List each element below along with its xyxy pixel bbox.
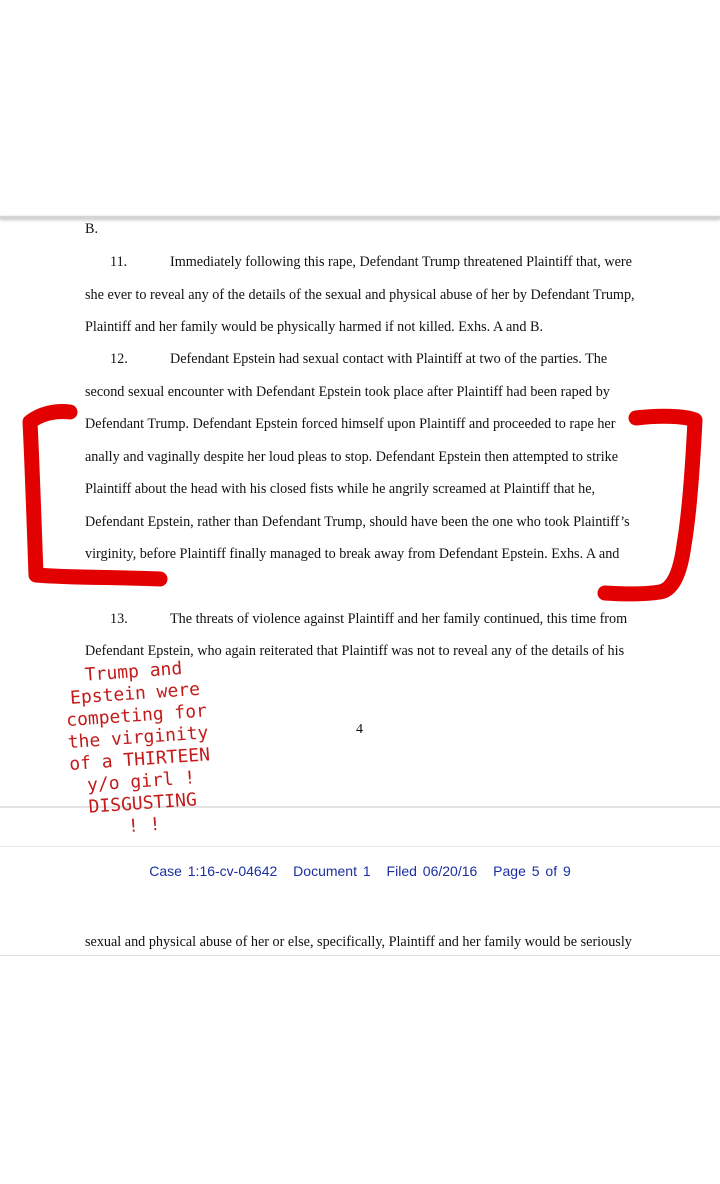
annotation-line: competing for bbox=[65, 700, 208, 732]
annotation-line: y/o girl ! bbox=[86, 767, 196, 796]
paragraph-12-first-line: Defendant Epstein had sexual contact with Plaintiff at two of the parties. The bbox=[170, 351, 608, 367]
annotation-line: the virginity bbox=[67, 722, 210, 754]
annotation-line: DISGUSTING bbox=[87, 789, 198, 818]
page-indicator: Page 5 of 9 bbox=[493, 863, 571, 879]
text-line: she ever to reveal any of the details of the sexual and physical abuse of her by Defendant Trump, bbox=[85, 287, 635, 303]
text-line: anally and vaginally despite her loud pleas to stop. Defendant Epstein then attempted to strike bbox=[85, 449, 619, 465]
annotation-line: of a THIRTEEN bbox=[68, 744, 211, 776]
text-line: virginity, before Plaintiff finally managed to break away from Defendant Epstein. Exhs. A and bbox=[85, 546, 620, 562]
paragraph-11-first-line: Immediately following this rape, Defendant Trump threatened Plaintiff that, were bbox=[170, 254, 632, 270]
paragraph-number-11: 11. bbox=[110, 254, 128, 270]
text-line: second sexual encounter with Defendant Epstein took place after Plaintiff had been raped by bbox=[85, 384, 610, 400]
handwritten-annotation bbox=[38, 655, 240, 844]
paragraph-number-12: 12. bbox=[110, 351, 128, 367]
annotation-line: ! ! bbox=[127, 813, 162, 838]
paragraph-number-13: 13. bbox=[110, 611, 128, 627]
filed-date: Filed 06/20/16 bbox=[386, 863, 478, 879]
text-line: sexual and physical abuse of her or else, specifically, Plaintiff and her family would be seriously bbox=[85, 934, 632, 950]
left-red-bracket bbox=[30, 411, 160, 579]
page-number: 4 bbox=[356, 722, 363, 737]
document-number: Document 1 bbox=[293, 863, 371, 879]
text-line: Defendant Trump. Defendant Epstein forced himself upon Plaintiff and proceeded to rape her bbox=[85, 416, 616, 432]
text-line: B. bbox=[85, 221, 99, 237]
case-number: Case 1:16-cv-04642 bbox=[149, 863, 278, 879]
text-line: Plaintiff about the head with his closed fists while he angrily screamed at Plaintiff that he, bbox=[85, 481, 596, 497]
text-line: Plaintiff and her family would be physically harmed if not killed. Exhs. A and B. bbox=[85, 319, 543, 335]
text-line: Defendant Epstein, who again reiterated that Plaintiff was not to reveal any of the details of his bbox=[85, 643, 625, 659]
paragraph-13-first-line: The threats of violence against Plaintiff and her family continued, this time from bbox=[170, 611, 628, 627]
text-line: Defendant Epstein, rather than Defendant Trump, should have been the one who took Plaintiff’s bbox=[85, 514, 630, 530]
annotation-line: Epstein were bbox=[69, 678, 201, 709]
annotation-line: Trump and bbox=[84, 657, 183, 686]
right-red-bracket bbox=[605, 416, 695, 594]
